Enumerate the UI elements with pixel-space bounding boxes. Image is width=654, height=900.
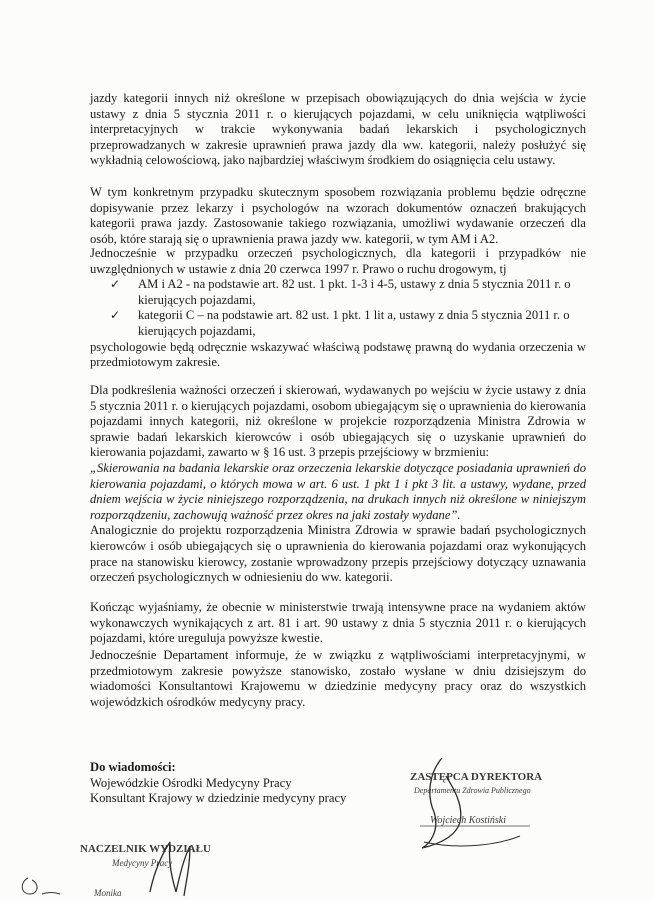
stamp-title: NACZELNIK WYDZIAŁU [80, 843, 211, 855]
bullet-item [90, 308, 586, 339]
stamp-department: Departamentu Zdrowia Publicznego [414, 786, 531, 795]
initials-mark [8, 872, 68, 900]
stamp-title: ZASTĘPCA DYREKTORA [410, 771, 543, 783]
paragraph-4 [90, 383, 586, 586]
paragraph-5: Kończąc wyjaśniamy, że obecnie w ministerstwie trwają intensywne prace na wydaniem aktów wykonawczych wynikających z art. 81 i art. 90 ustawy z dnia 5 stycznia 2011 r. o kierujących pojazdami, które ureguluja powyższe kwestie. [90, 600, 586, 646]
notification-recipient: Konsultant Krajowy w dziedzinie medycyny pracy [90, 791, 347, 806]
initials-stroke [42, 893, 60, 895]
paragraph-3-intro: Jednocześnie w przypadku orzeczeń psychologicznych, dla kategorii i przypadków nie uwzględnionych w ustawie z dnia 20 czerwca 1997 r. Prawo o ruchu drogowym, tj [90, 246, 586, 276]
paragraph-4-intro: Dla podkreślenia ważności orzeczeń i skierowań, wydawanych po wejściu w życie ustawy z dnia 5 stycznia 2011 r. o kierujących pojazdami, osobom ubiegającym się o uprawnienia do kierowania pojazdami innych kategorii, niż określone w projekcie rozporządzenia Ministra Zdrowia w sprawie badań lekarskich kierowców i osób ubiegających się o uzyskanie uprawnień do kierowania pojazdami, zawarto w § 16 ust. 3 przepis przejściowy w brzmieniu: [90, 383, 586, 460]
signature-stroke [424, 836, 520, 846]
paragraph-3-outro: psychologowie będą odręcznie wskazywać właściwą podstawę prawną do wydania orzeczenia w przedmiotowym zakresie. [90, 339, 586, 370]
paragraph-3 [90, 246, 586, 371]
bullet-item [90, 277, 586, 308]
regulation-quote: „Skierowania na badania lekarskie oraz orzeczenia lekarskie dotyczące posiadania uprawnień do kierowania pojazdami, o których mowa w art. 6 ust. 1 pkt 1 i pkt 3 lit. a ustawy, wydane, przed dniem wejścia w życie niniejszego rozporządzenia, na drukach innych niż określone w niniejszym rozporządzeniu, zachowują ważność przez okres na jaki zostały wydane”. [90, 460, 586, 522]
notification-recipient: Wojewódzkie Ośrodki Medycyny Pracy [90, 775, 292, 790]
bullet-text: kategorii C – na podstawie art. 82 ust. 1 pkt. 1 lit a, ustawy z dnia 5 stycznia 2011 r. o kierujących pojazdami, [138, 308, 570, 338]
paragraph-6: Jednocześnie Departament informuje, że w związku z wątpliwościami interpretacyjnymi, w przedmiotowym zakresie powyższe stanowisko, zostało wysłane w dniu dzisiejszym do wiadomości Konsultantowi Krajowemu w dziedzinie medycyny pracy oraz do wszystkich wojewódzkich ośrodków medycyny pracy. [90, 648, 586, 709]
stamp-name: Wojciech Kostiński [430, 815, 507, 826]
director-stamp-signature [400, 752, 600, 852]
notification-heading: Do wiadomości: [90, 760, 176, 774]
initials-stroke [22, 878, 37, 894]
bullet-text: AM i A2 - na podstawie art. 82 ust. 1 pkt. 1-3 i 4-5, ustawy z dnia 5 stycznia 2011 r. o kierujących pojazdami, [138, 277, 571, 307]
notification-list [90, 760, 346, 807]
stamp-unit: Medycyny Pracy [112, 858, 173, 868]
paragraph-4-outro: Analogicznie do projektu rozporządzenia Ministra Zdrowia w sprawie badań psychologicznych kierowców i osób ubiegających się o uprawnienia do kierowania pojazdami oraz wykonujących prace na stanowisku kierowcy, zostanie wprowadzony przepis przejściowy dotyczący uznawania orzeczeń psychologicznych w odniesieniu do ww. kategorii. [90, 523, 586, 585]
head-of-unit-stamp-signature [80, 832, 230, 900]
paragraph-2: W tym konkretnym przypadku skutecznym sposobem rozwiązania problemu będzie odręczne dopisywanie przez lekarzy i psychologów na wzorach dokumentów oznaczeń brakujących kategorii prawa jazdy. Zastosowanie takiego rozwiązania, umożliwi wydawanie orzeczeń dla osób, które starają się o uprawnienia prawa jazdy ww. kategorii, w tym AM i A2. [90, 185, 586, 246]
paragraph-1: jazdy kategorii innych niż określone w przepisach obowiązujących do dnia wejścia w życie ustawy z dnia 5 stycznia 2011 r. o kierujących pojazdami, w celu uniknięcia wątpliwości interpretacyjnych w trakcie wykonywania badań lekarskich i psychologicznych przeprowadzanych w zakresie uprawnień prawa jazdy dla ww. kategorii, należy posłużyć się wykładnią celowościową, jako najbardziej właściwym środkiem do osiągnięcia celu ustawy. [90, 91, 586, 168]
checkmark-icon: ✓ [110, 308, 121, 323]
stamp-name: Monika [94, 888, 122, 898]
checkmark-icon: ✓ [110, 277, 121, 292]
